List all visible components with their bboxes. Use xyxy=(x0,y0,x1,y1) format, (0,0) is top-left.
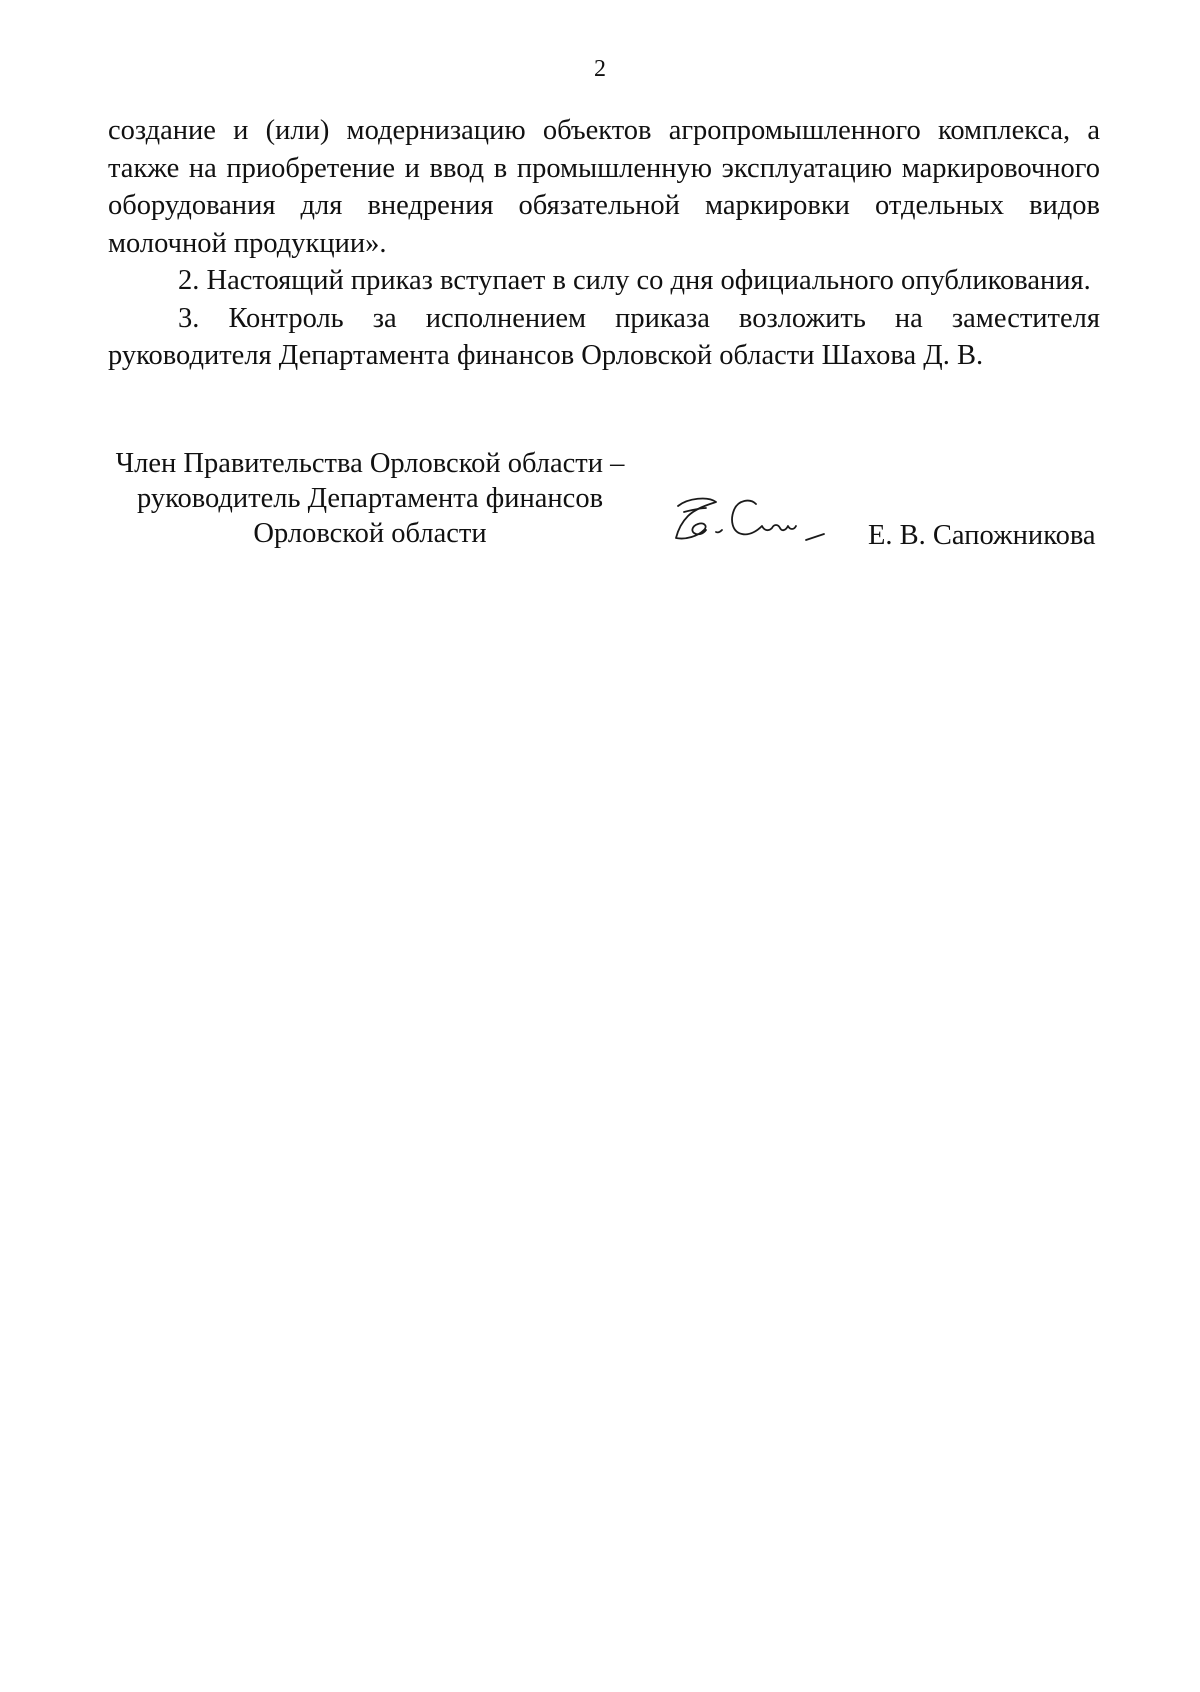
signatory-position xyxy=(100,446,640,551)
paragraph-control: 3. Контроль за исполнением приказа возложить на заместителя руководителя Департамента финансов Орловской области Шахова Д. В. xyxy=(108,302,1100,371)
paragraph-effective-date: 2. Настоящий приказ вступает в силу со дня официального опубликования. xyxy=(178,265,1091,296)
signatory-position-line: Орловской области xyxy=(253,518,487,549)
page-number: 2 xyxy=(594,56,606,82)
signatory-position-line: руководитель Департамента финансов xyxy=(136,483,604,514)
signer-name: Е. В. Сапожникова xyxy=(868,520,1096,551)
order-body xyxy=(108,112,1100,375)
paragraph-continuation: создание и (или) модернизацию объектов агропромышленного комплекса, а также на приобретение и ввод в промышленную эксплуатацию маркировочного оборудования для внедрения обязательной маркировки отдельных видов молочной продукции». xyxy=(108,115,1100,259)
signatory-position-line: Член Правительства Орловской области – xyxy=(115,448,625,479)
handwritten-signature xyxy=(660,486,830,552)
